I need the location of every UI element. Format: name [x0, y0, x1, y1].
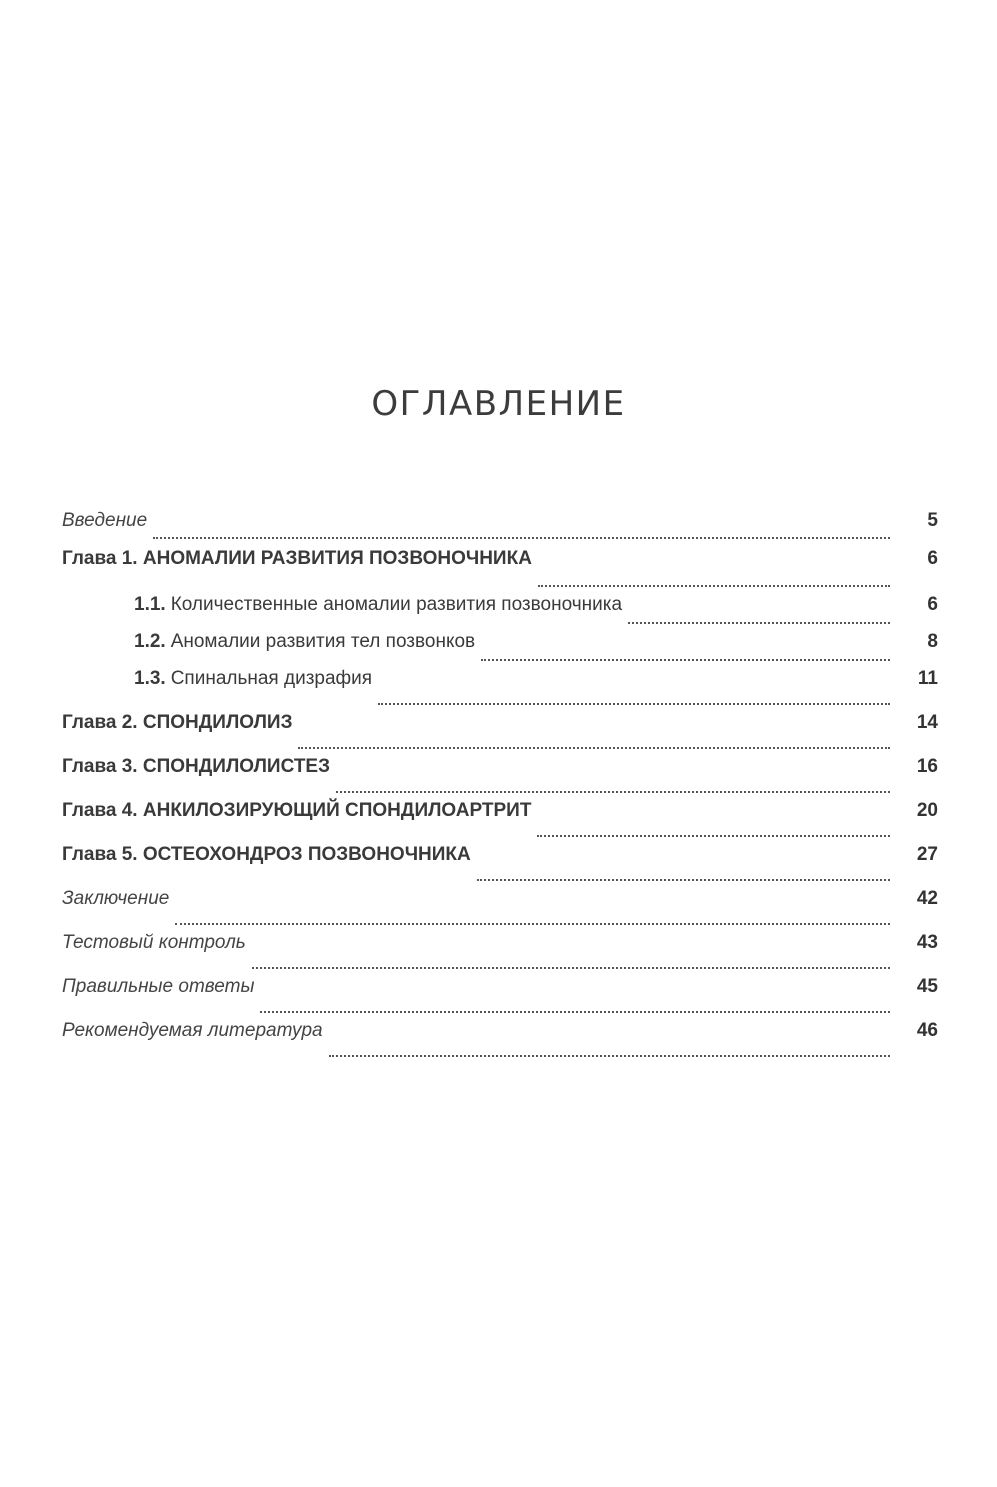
- chapter-title: ОСТЕОХОНДРОЗ ПОЗВОНОЧНИКА: [142, 844, 471, 865]
- toc-page-number: 6: [927, 548, 938, 569]
- toc-page-number: 16: [916, 756, 938, 777]
- toc-page-number: 8: [927, 631, 938, 652]
- toc-entry-label: [134, 668, 372, 690]
- dot-leader: [329, 1055, 890, 1057]
- toc-entry-label: [62, 844, 471, 866]
- toc-entry-chapter-5: [62, 844, 938, 888]
- dot-leader: [252, 967, 890, 969]
- dot-leader: [175, 923, 890, 925]
- dot-leader: [538, 585, 890, 587]
- chapter-number: Глава 4.: [62, 800, 138, 821]
- dot-leader: [628, 622, 890, 624]
- dot-leader: [153, 537, 890, 539]
- chapter-number: Глава 3.: [62, 756, 138, 777]
- chapter-title: СПОНДИЛОЛИСТЕЗ: [142, 756, 330, 777]
- dot-leader: [336, 791, 890, 793]
- toc-entry-section-1-2: [62, 631, 938, 668]
- table-of-contents: [62, 510, 938, 1064]
- toc-page-number: 20: [916, 800, 938, 821]
- toc-entry-label: [62, 800, 531, 822]
- toc-page-number: 27: [916, 844, 938, 865]
- chapter-number: Глава 5.: [62, 844, 138, 865]
- section-number: 1.2.: [134, 631, 166, 652]
- toc-entry-chapter-2: [62, 712, 938, 756]
- section-number: 1.3.: [134, 668, 166, 689]
- toc-entry-label: [134, 631, 475, 653]
- toc-page-number: 45: [916, 976, 938, 997]
- dot-leader: [477, 879, 890, 881]
- toc-entry-section-1-3: [62, 668, 938, 712]
- toc-entry-label: [62, 756, 330, 778]
- toc-entry-label: [134, 594, 622, 616]
- dot-leader: [481, 659, 890, 661]
- chapter-title: АНКИЛОЗИРУЮЩИЙ СПОНДИЛОАРТРИТ: [142, 800, 532, 821]
- toc-page-number: 43: [916, 932, 938, 953]
- chapter-title: АНОМАЛИИ РАЗВИТИЯ ПОЗВОНОЧНИКА: [142, 548, 532, 569]
- toc-entry-correct-answers: [62, 976, 938, 1020]
- toc-entry-section-1-1: [62, 594, 938, 631]
- toc-entry-chapter-1: [62, 546, 938, 594]
- dot-leader: [298, 747, 890, 749]
- page-title: ОГЛАВЛЕНИЕ: [371, 384, 626, 424]
- toc-entry-chapter-3: [62, 756, 938, 800]
- toc-entry-label: Введение: [62, 510, 148, 531]
- section-title: Спинальная дизрафия: [170, 668, 373, 689]
- toc-entry-label: Заключение: [62, 888, 170, 909]
- chapter-number: Глава 2.: [62, 712, 138, 733]
- toc-entry-chapter-4: [62, 800, 938, 844]
- toc-entry-conclusion: [62, 888, 938, 932]
- toc-entry-label: [62, 548, 532, 570]
- toc-entry-label: [62, 712, 292, 734]
- section-number: 1.1.: [134, 594, 166, 615]
- toc-entry-label: Правильные ответы: [62, 976, 255, 997]
- toc-page-number: 14: [916, 712, 938, 733]
- toc-page-number: 42: [916, 888, 938, 909]
- toc-page-number: 6: [927, 594, 938, 615]
- toc-page-number: 5: [927, 510, 938, 531]
- chapter-title: СПОНДИЛОЛИЗ: [142, 712, 293, 733]
- toc-entry-test-control: [62, 932, 938, 976]
- chapter-number: Глава 1.: [62, 548, 138, 569]
- dot-leader: [378, 703, 890, 705]
- toc-entry-recommended-literature: [62, 1020, 938, 1064]
- toc-entry-introduction: [62, 510, 938, 546]
- toc-page-number: 11: [917, 668, 938, 689]
- section-title: Аномалии развития тел позвонков: [170, 631, 476, 652]
- section-title: Количественные аномалии развития позвоночника: [170, 594, 623, 615]
- toc-entry-label: Тестовый контроль: [62, 932, 246, 953]
- toc-entry-label: Рекомендуемая литература: [62, 1020, 323, 1041]
- dot-leader: [537, 835, 890, 837]
- dot-leader: [260, 1011, 890, 1013]
- toc-page-number: 46: [916, 1020, 938, 1041]
